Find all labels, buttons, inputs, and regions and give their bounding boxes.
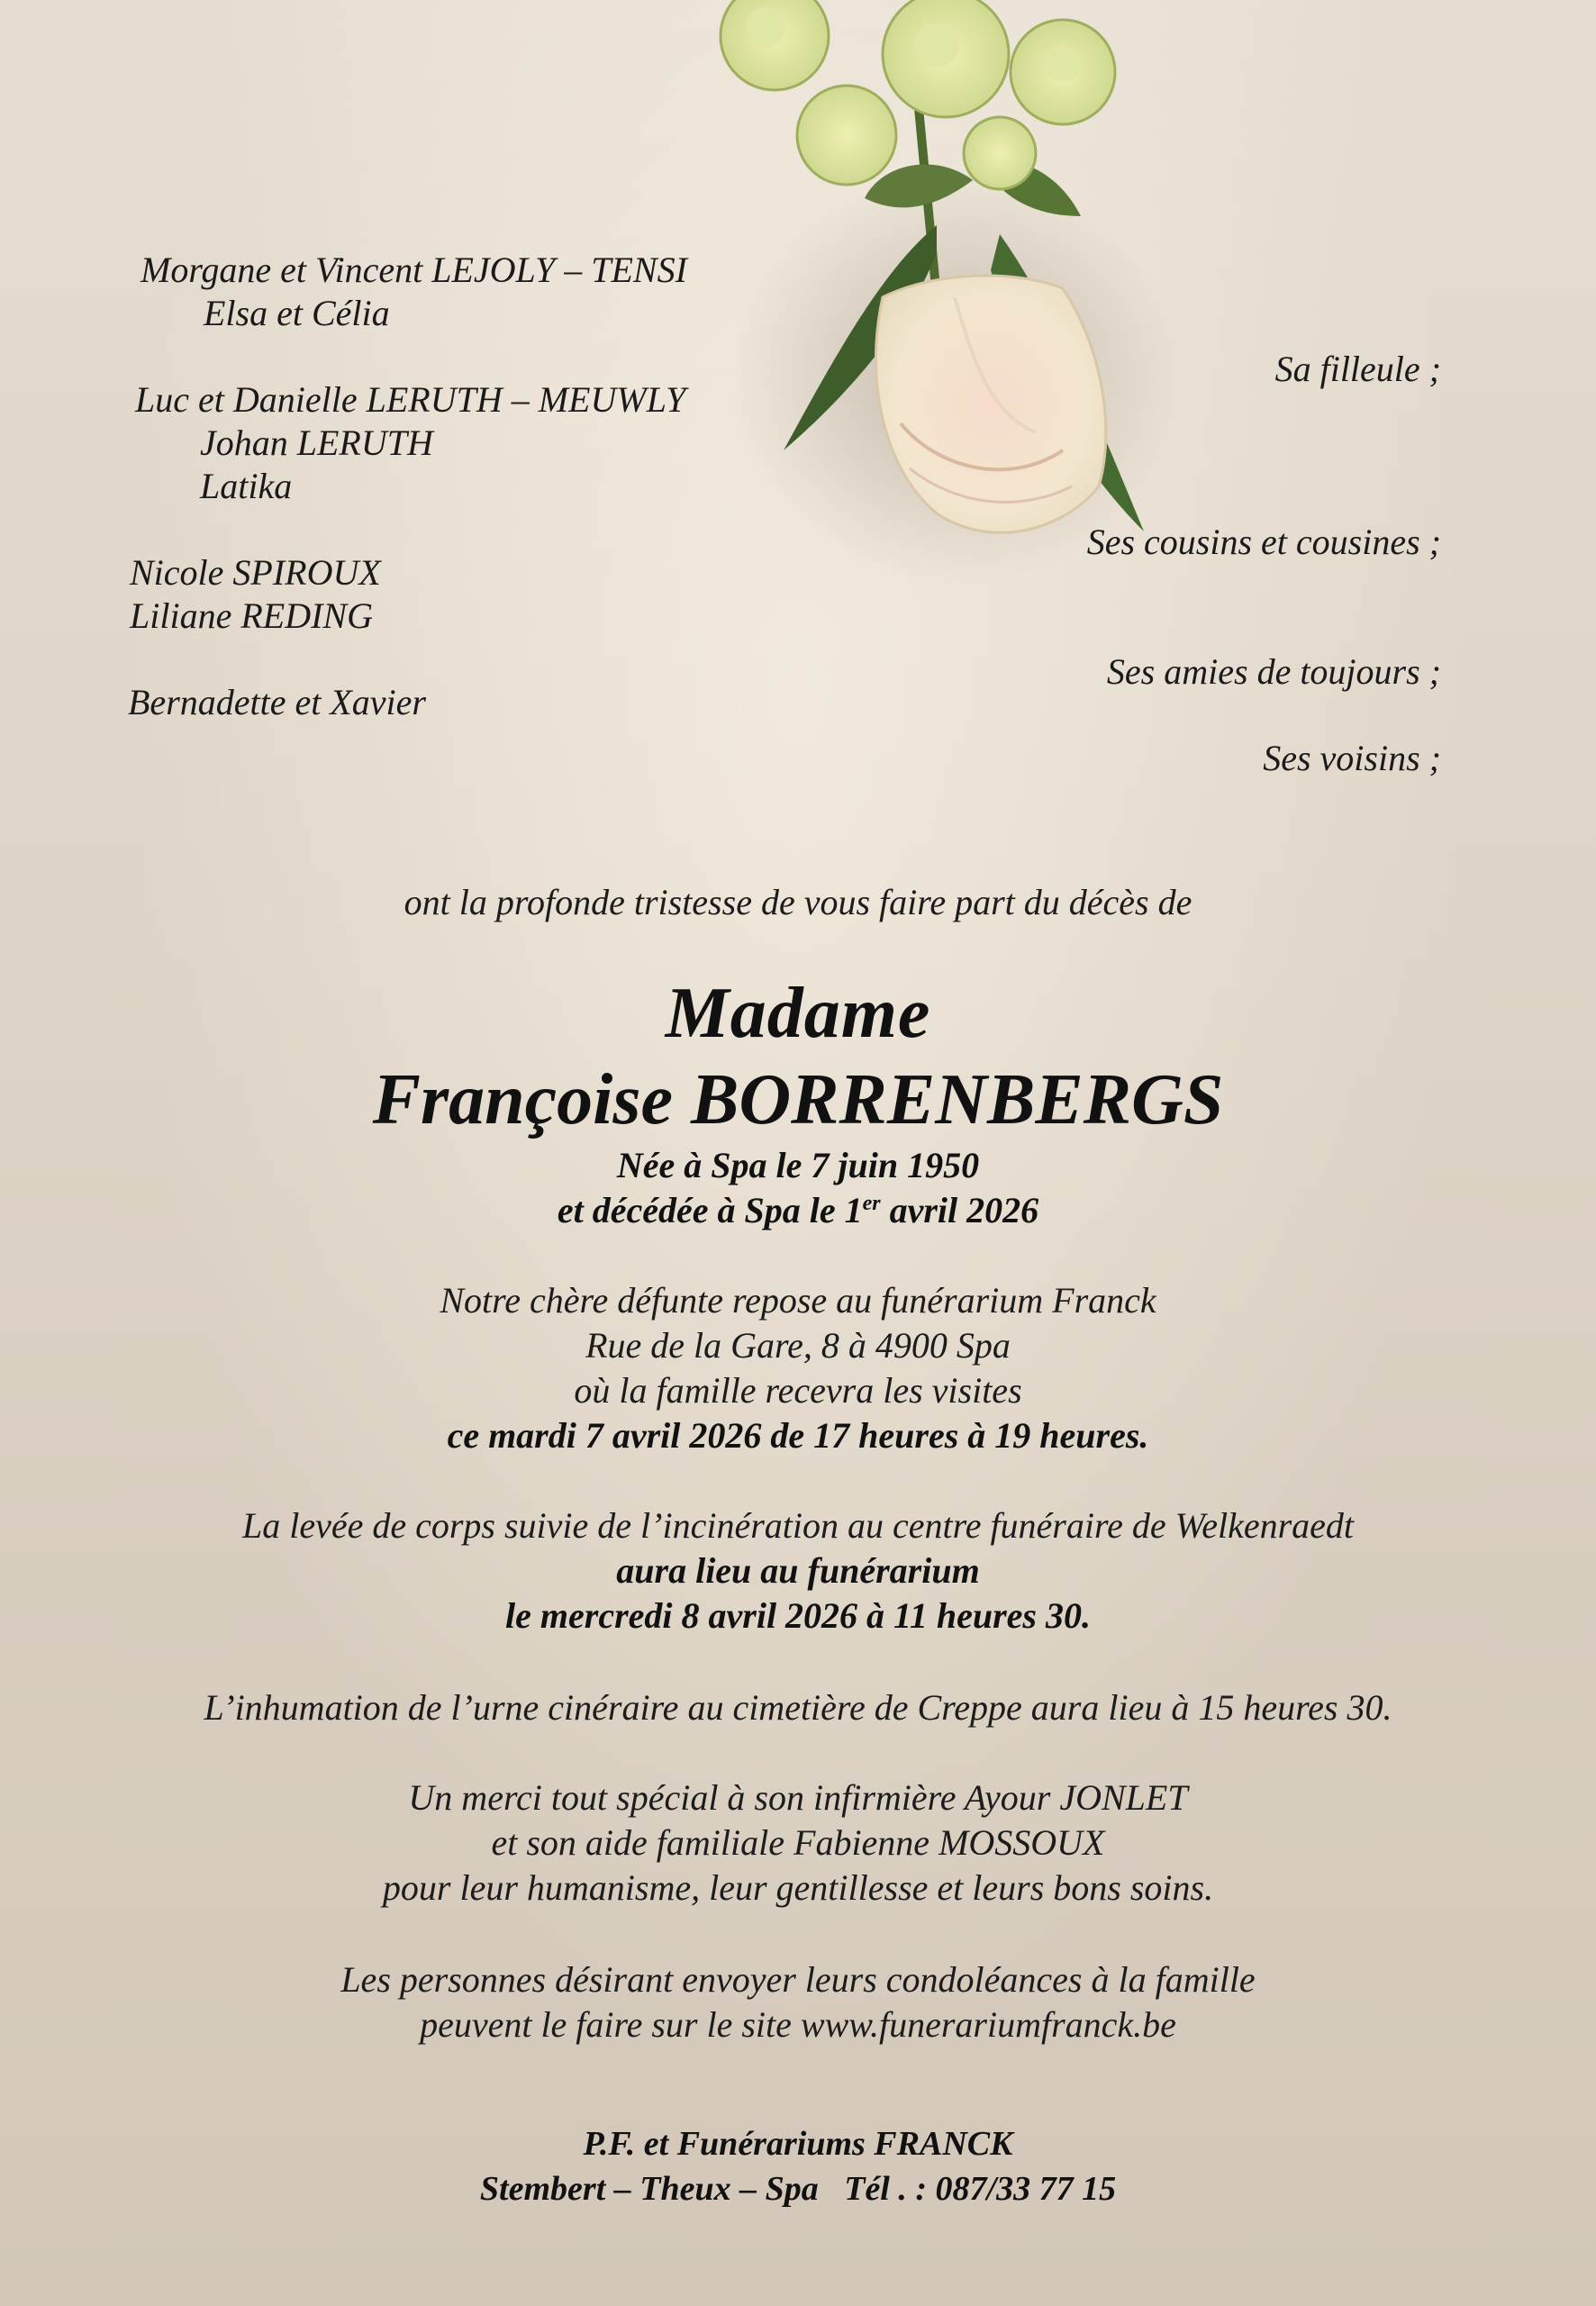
deceased-name: Françoise BORRENBERGS	[372, 1060, 1224, 1139]
ceremony-time: le mercredi 8 avril 2026 à 11 heures 30.	[505, 1595, 1091, 1636]
footer-contact: Stembert – Theux – Spa Tél . : 087/33 77 15	[479, 2170, 1117, 2208]
family-line: Latika	[200, 466, 293, 506]
ceremony-line: La levée de corps suivie de l’incinération au centre funéraire de Welkenraedt	[241, 1505, 1355, 1546]
death-date: et décédée à Spa le 1er avril 2026	[557, 1190, 1039, 1230]
family-line: Bernadette et Xavier	[128, 682, 426, 722]
relation-line: Ses cousins et cousines ;	[1086, 522, 1441, 562]
family-line: Elsa et Célia	[204, 293, 390, 333]
thanks-line: pour leur humanisme, leur gentillesse et leurs bons soins.	[382, 1867, 1214, 1908]
ceremony-line: aura lieu au funérarium	[616, 1550, 980, 1591]
thanks-line: Un merci tout spécial à son infirmière Ayour JONLET	[408, 1777, 1188, 1818]
condolences-line: peuvent le faire sur le site www.funerariumfranck.be	[420, 2004, 1176, 2045]
visitation-line: Rue de la Gare, 8 à 4900 Spa	[585, 1325, 1011, 1366]
footer-company: P.F. et Funérariums FRANCK	[583, 2125, 1013, 2163]
inhumation-text: L’inhumation de l’urne cinéraire au cimetière de Creppe aura lieu à 15 heures 30.	[204, 1687, 1392, 1728]
birth-date: Née à Spa le 7 juin 1950	[616, 1145, 980, 1185]
family-line: Morgane et Vincent LEJOLY – TENSI	[141, 250, 687, 290]
visitation-line: Notre chère défunte repose au funérarium Franck	[440, 1280, 1156, 1321]
relation-line: Ses amies de toujours ;	[1106, 651, 1441, 692]
family-line: Luc et Danielle LERUTH – MEUWLY	[135, 379, 686, 420]
visitation-line: où la famille recevra les visites	[574, 1370, 1022, 1411]
thanks-line: et son aide familiale Fabienne MOSSOUX	[491, 1822, 1105, 1863]
family-line: Nicole SPIROUX	[130, 552, 381, 593]
family-line: Liliane REDING	[130, 595, 373, 636]
deceased-title: Madame	[665, 974, 931, 1053]
relation-line: Ses voisins ;	[1263, 738, 1441, 778]
visitation-time: ce mardi 7 avril 2026 de 17 heures à 19 heures.	[447, 1415, 1149, 1456]
relation-line: Sa filleule ;	[1274, 349, 1441, 389]
condolences-line: Les personnes désirant envoyer leurs condoléances à la famille	[340, 1959, 1256, 2000]
announcement-text: ont la profonde tristesse de vous faire part du décès de	[404, 882, 1192, 922]
family-line: Johan LERUTH	[200, 422, 433, 463]
